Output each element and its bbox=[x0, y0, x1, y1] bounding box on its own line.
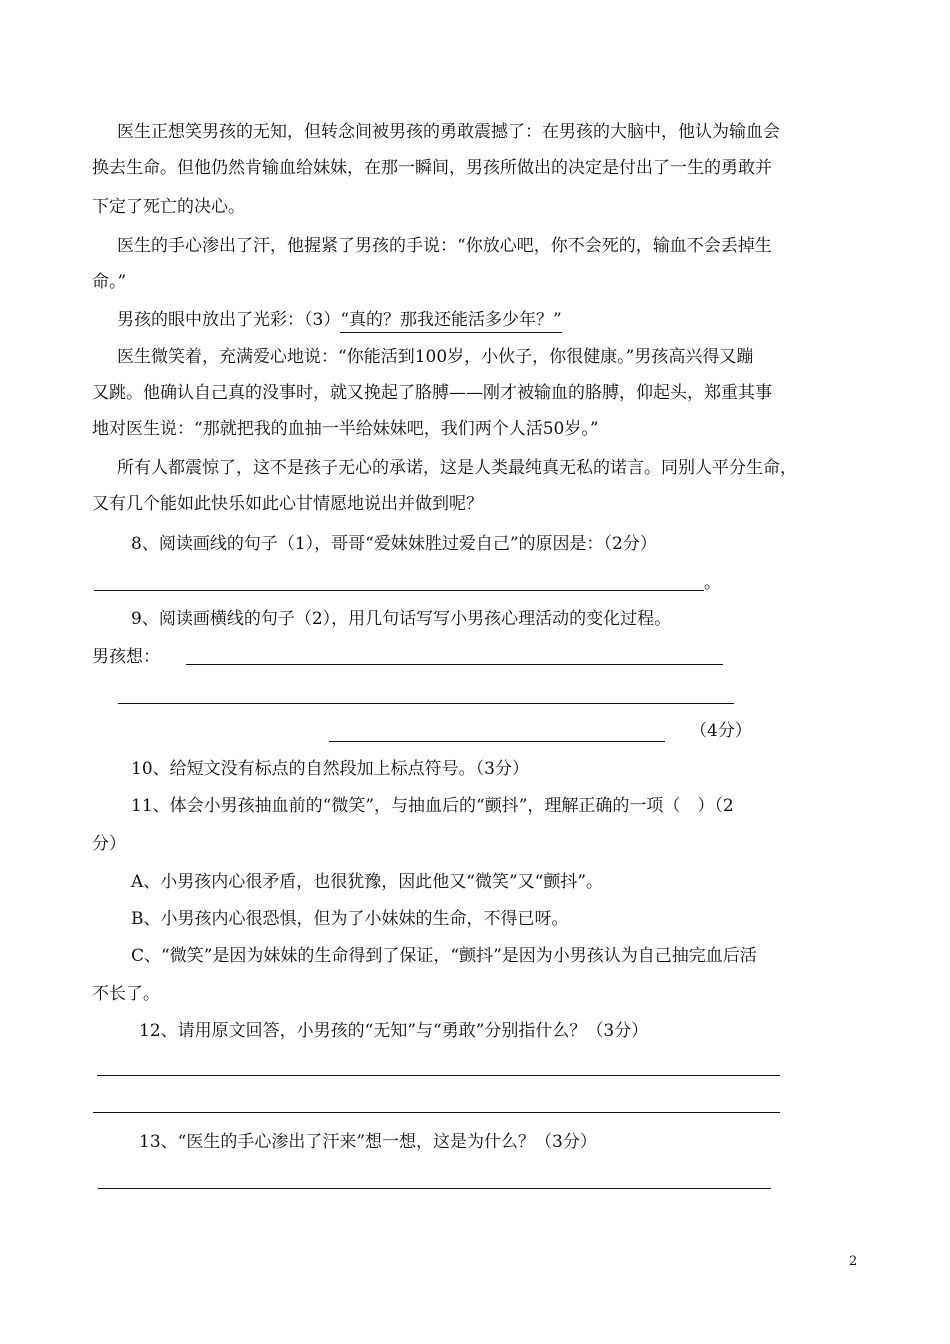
option-b: B、小男孩内心很恐惧，但为了小妹妹的生命，不得已呀。 bbox=[131, 909, 569, 929]
answer-line-q8[interactable] bbox=[94, 590, 704, 591]
passage-line: 下定了死亡的决心。 bbox=[92, 197, 245, 217]
answer-line-q9-3[interactable] bbox=[329, 741, 665, 742]
question-9-score: （4分） bbox=[690, 721, 752, 741]
answer-line-q13[interactable] bbox=[98, 1188, 771, 1189]
question-9-label: 男孩想： bbox=[92, 647, 160, 667]
answer-line-q9-1[interactable] bbox=[186, 664, 723, 665]
underlined-sentence-3: “真的？那我还能活多少年？” bbox=[340, 310, 561, 333]
question-12: 12、请用原文回答，小男孩的“无知”与“勇敢”分别指什么？（3分） bbox=[139, 1021, 649, 1041]
passage-line: 所有人都震惊了，这不是孩子无心的承诺，这是人类最纯真无私的诺言。同别人平分生命， bbox=[117, 458, 797, 478]
passage-line: 医生微笑着，充满爱心地说：“你能活到100岁，小伙子，你很健康。”男孩高兴得又蹦 bbox=[117, 347, 754, 367]
question-9: 9、阅读画横线的句子（2），用几句话写写小男孩心理活动的变化过程。 bbox=[131, 609, 672, 629]
passage-line: 换去生命。但他仍然肯输血给妹妹，在那一瞬间，男孩所做出的决定是付出了一生的勇敢并 bbox=[92, 158, 772, 178]
passage-text: 男孩的眼中放出了光彩：（3） bbox=[117, 310, 341, 330]
question-11: 分） bbox=[92, 834, 126, 854]
passage-line: 医生正想笑男孩的无知，但转念间被男孩的勇敢震撼了：在男孩的大脑中，他认为输血会 bbox=[117, 122, 780, 142]
question-11: 11、体会小男孩抽血前的“微笑”，与抽血后的“颤抖”，理解正确的一项（ ）（2 bbox=[131, 796, 734, 816]
option-a: A、小男孩内心很矛盾，也很犹豫，因此他又“微笑”又“颤抖”。 bbox=[131, 872, 604, 892]
option-c: 不长了。 bbox=[92, 984, 160, 1004]
question-8: 8、阅读画线的句子（1），哥哥“爱妹妹胜过爱自己”的原因是：（2分） bbox=[131, 534, 657, 554]
answer-line-q12-2[interactable] bbox=[93, 1112, 780, 1113]
answer-line-q12-1[interactable] bbox=[97, 1075, 780, 1076]
passage-line bbox=[117, 309, 562, 331]
passage-line: 医生的手心渗出了汗，他握紧了男孩的手说：“你放心吧，你不会死的，输血不会丢掉生 bbox=[117, 236, 772, 256]
question-10: 10、给短文没有标点的自然段加上标点符号。（3分） bbox=[131, 759, 529, 779]
question-13: 13、“医生的手心渗出了汗来”想一想，这是为什么？（3分） bbox=[139, 1132, 597, 1152]
option-c: C、“微笑”是因为妹妹的生命得到了保证，“颤抖”是因为小男孩认为自己抽完血后活 bbox=[131, 946, 757, 966]
passage-line: 又跳。他确认自己真的没事时，就又挽起了胳膊——刚才被输血的胳膊，仰起头，郑重其事 bbox=[92, 383, 772, 403]
passage-line: 又有几个能如此快乐如此心甘情愿地说出并做到呢？ bbox=[92, 494, 483, 514]
passage-line: 命。” bbox=[92, 272, 127, 292]
answer-line-q9-2[interactable] bbox=[118, 703, 734, 704]
question-8-period: 。 bbox=[704, 573, 721, 593]
page-number: 2 bbox=[849, 1254, 858, 1269]
passage-line: 地对医生说：“那就把我的血抽一半给妹妹吧，我们两个人活50岁。” bbox=[92, 419, 599, 439]
